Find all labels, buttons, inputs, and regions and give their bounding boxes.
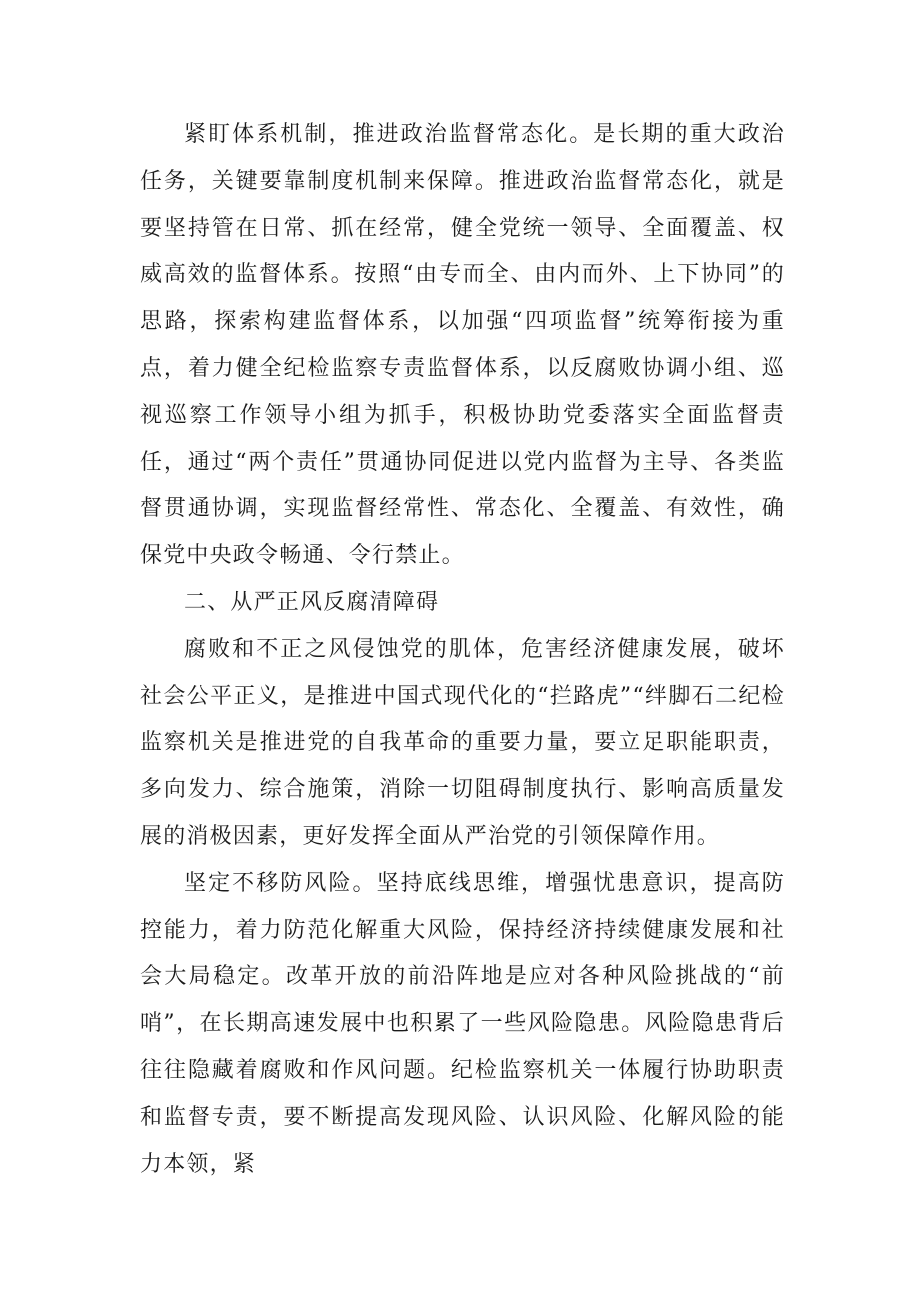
paragraph-risk-prevention: 坚定不移防风险。坚持底线思维，增强忧患意识，提高防控能力，着力防范化解重大风险，保持经济持续健康发展和社会大局稳定。改革开放的前沿阵地是应对各种风险挑战的“前哨”，在长期高速发展中也积累了一些风险隐患。风险隐患背后往往隐藏着腐败和作风问题。纪检监察机关一体履行协助职责和监督专责，要不断提高发现风险、认识风险、化解风险的能力本领，紧 (140, 870, 785, 1177)
document-body (140, 112, 785, 1188)
section-heading-two: 二、从严正风反腐清障碍 (184, 589, 440, 615)
paragraph-corruption-obstacles: 腐败和不正之风侵蚀党的肌体，危害经济健康发展，破坏社会公平正义，是推进中国式现代化的“拦路虎”“绊脚石二纪检监察机关是推进党的自我革命的重要力量，要立足职能职责，多向发力、综合施策，消除一切阻碍制度执行、影响高质量发展的消极因素，更好发挥全面从严治党的引领保障作用。 (140, 636, 785, 849)
paragraph-political-supervision: 紧盯体系机制，推进政治监督常态化。是长期的重大政治任务，关键要靠制度机制来保障。推进政治监督常态化，就是要坚持管在日常、抓在经常，健全党统一领导、全面覆盖、权威高效的监督体系。按照“由专而全、由内而外、上下协同”的思路，探索构建监督体系，以加强“四项监督”统筹衔接为重点，着力健全纪检监察专责监督体系，以反腐败协调小组、巡视巡察工作领导小组为抓手，积极协助党委落实全面监督责任，通过“两个责任”贯通协同促进以党内监督为主导、各类监督贯通协调，实现监督经常性、常态化、全覆盖、有效性，确保党中央政令畅通、令行禁止。 (140, 122, 785, 569)
